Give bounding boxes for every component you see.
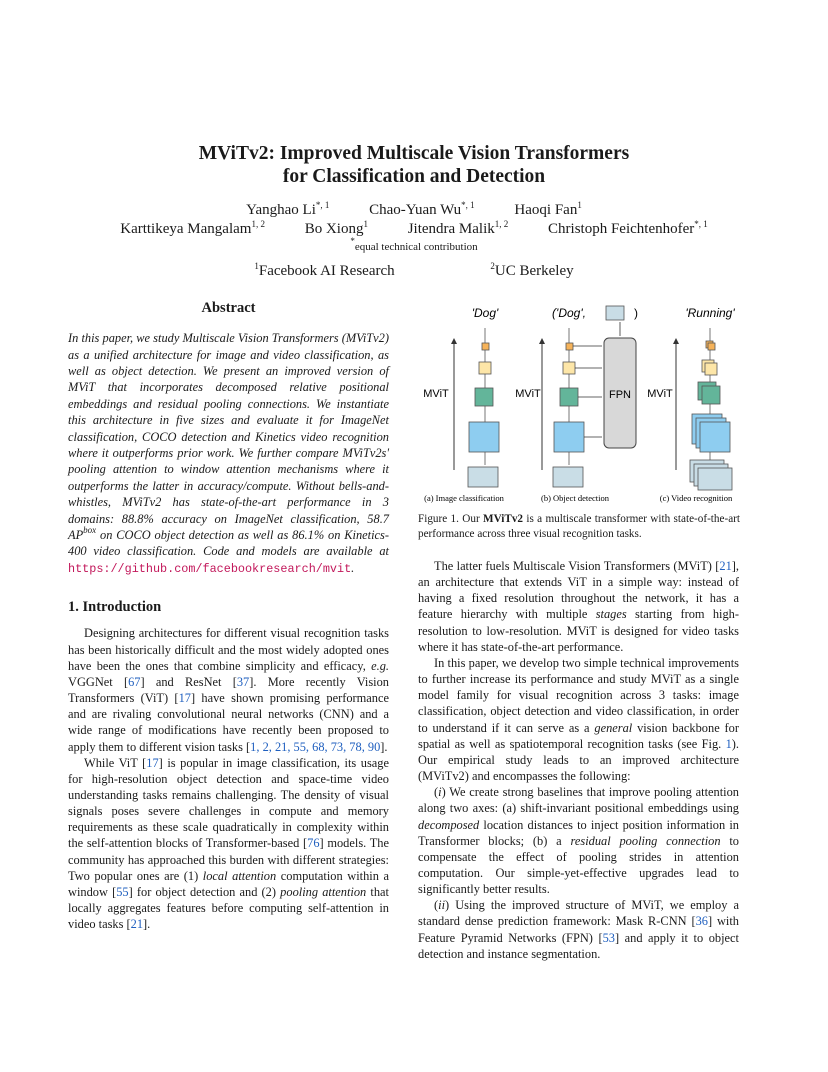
input-image-icon xyxy=(468,467,498,487)
citation[interactable]: 17 xyxy=(178,691,191,706)
citation[interactable]: 37 xyxy=(236,674,250,689)
output-label-dog: 'Dog' xyxy=(471,306,499,320)
subcaption-b: (b) Object detection xyxy=(541,493,609,503)
right-paragraph-4: (ii) Using the improved structure of MViT, we employ a standard dense prediction framework: Mask R-CNN [36] with Feature Pyramid Networks (FPN) [53] and apply it to object detection and instance segmentation. xyxy=(418,898,739,961)
figure-diagram xyxy=(414,300,744,510)
input-image-icon xyxy=(553,467,583,487)
authors-row-2 xyxy=(0,220,828,238)
stage-block xyxy=(708,343,715,350)
mvit-label: MViT xyxy=(515,388,541,400)
citation[interactable]: 36 xyxy=(695,914,708,929)
author: Christoph Feichtenhofer$^{*, 1}$ xyxy=(548,219,708,237)
figure-reference[interactable]: 1 xyxy=(725,736,732,751)
affiliation: $^2$UC Berkeley xyxy=(490,261,574,279)
stage-block xyxy=(479,362,491,374)
figure-caption: Figure 1. Our MViTv2 is a multiscale transformer with state-of-the-art performance across three visual recognition tasks. xyxy=(418,513,741,540)
author: Jitendra Malik$^{1, 2}$ xyxy=(407,219,509,237)
citation[interactable]: 67 xyxy=(128,674,141,689)
intro-paragraph-2: While ViT [17] is popular in image classification, its usage for high-resolution object detection and space-time video understanding tasks remains challenging. The density of visual signals poses severe challenges in compute and memory requirements as these scale quadratically in complexity within the self-attention blocks of Transformer-based [76] models. The community has approached this burden with different strategies: Two popular ones are (1) local attention computation within a window [55] for object detection and (2) pooling attention that locally aggregates features before computing self-attention in video tasks [21]. xyxy=(68,755,389,932)
mvit-label: MViT xyxy=(423,388,449,400)
arrow-head-icon xyxy=(451,338,457,344)
citation[interactable]: 21 xyxy=(130,917,144,932)
author: Haoqi Fan$^1$ xyxy=(514,200,582,218)
arrow-head-icon xyxy=(539,338,545,344)
stage-block xyxy=(554,422,584,452)
stage-block xyxy=(566,343,573,350)
authors-row-1 xyxy=(0,201,828,219)
stage-block xyxy=(469,422,499,452)
citation[interactable]: 53 xyxy=(602,930,615,945)
detected-box-thumbnail-icon xyxy=(606,306,624,320)
right-column xyxy=(418,558,739,962)
code-link[interactable]: https://github.com/facebookresearch/mvit xyxy=(68,561,352,576)
stage-block xyxy=(702,386,720,404)
citation[interactable]: 76 xyxy=(307,836,320,851)
affiliation: $^1$Facebook AI Research xyxy=(254,261,395,279)
abstract-text: In this paper, we study Multiscale Vision Transformers (MViTv2) as a unified architecture for image and video classification, as well as object detection. We present an improved version of MViT that incorporates decomposed relative positional embeddings and residual pooling connections. We instantiate this architecture in five sizes and evaluate it for ImageNet classification, COCO detection and Kinetics video recognition where it outperforms prior work. We further compare MViTv2s' pooling attention to window attention mechanisms where it outperforms the latter in accuracy/compute. Without bells-and-whistles, MViTv2 has state-of-the-art performance in 3 domains: 88.8% accuracy on ImageNet classification, 58.7 $AP^{box}$ on COCO object detection as well as 86.1% on Kinetics-400 video classification. Code and models are available at https://github.com/facebookresearch/mvit. xyxy=(68,331,389,576)
paper-title xyxy=(0,142,828,188)
author: Bo Xiong$^1$ xyxy=(304,219,368,237)
mvit-label: MViT xyxy=(647,388,673,400)
subcaption-a: (a) Image classification xyxy=(424,493,504,503)
figure-1 xyxy=(414,300,744,510)
author: Chao-Yuan $Wu^{*, 1}$ xyxy=(369,200,475,218)
affiliations xyxy=(0,263,828,280)
arrow-head-icon xyxy=(673,338,679,344)
stage-block xyxy=(560,388,578,406)
output-label-running: 'Running' xyxy=(685,306,735,320)
citation[interactable]: 55 xyxy=(116,884,129,899)
citation[interactable]: 21 xyxy=(719,559,732,573)
subcaption-c: (c) Video recognition xyxy=(659,493,733,503)
title-line-1: MViTv2: Improved Multiscale Vision Transformers xyxy=(198,143,630,164)
output-label-close: ) xyxy=(634,306,638,320)
title-line-2: for Classification and Detection xyxy=(282,166,546,187)
right-paragraph-1: The latter fuels Multiscale Vision Transformers (MViT) [21], an architecture that extends ViT in a simple way: instead of having a fixed resolution throughout the network, it has a feature hierarchy with multiple stages starting from high-resolution to low-resolution. MViT is designed for video tasks where it has state-of-the-art performance. xyxy=(418,559,739,654)
section-heading-introduction: 1. Introduction xyxy=(68,599,162,616)
stage-block xyxy=(563,362,575,374)
author: Yanghao $Li^{*, 1}$ xyxy=(246,200,330,218)
input-video-icon xyxy=(698,468,732,490)
left-column xyxy=(68,300,389,932)
abstract-heading: Abstract xyxy=(201,300,256,316)
right-paragraph-2: In this paper, we develop two simple technical improvements to further increase its performance and study MViT as a single model family for visual recognition across 3 tasks: image classification, object detection and video classification, in order to understand if it can serve as a general vision backbone for spatial as well as spatiotemporal recognition tasks (see Fig. 1). Our empirical study leads to an improved architecture (MViTv2) and encompasses the following: xyxy=(418,655,739,784)
fpn-label: FPN xyxy=(609,389,631,401)
output-label-dog-box: ('Dog', xyxy=(552,306,586,320)
equal-contribution-note: *equal technical contribution xyxy=(350,236,478,253)
citation[interactable]: 1, 2, 21, 55, 68, 73, 78, 90 xyxy=(250,739,381,754)
stage-block xyxy=(705,363,717,375)
stage-block xyxy=(475,388,493,406)
intro-paragraph-1: Designing architectures for different visual recognition tasks has been historically difficult and the most widely adopted ones have been the ones that combine simplicity and efficacy, e.g. VGGNet [67] and ResNet [37]. More recently Vision Transformers (ViT) [17] have shown promising performance and are rivaling convolutional neural networks (CNN) and a wide range of modifications have recently been proposed to apply them to different vision tasks [1, 2, 21, 55, 68, 73, 78, 90]. xyxy=(68,626,389,754)
stage-block xyxy=(700,422,730,452)
stage-block xyxy=(482,343,489,350)
citation[interactable]: 17 xyxy=(146,755,159,770)
right-paragraph-3: (i) We create strong baselines that improve pooling attention along two axes: (a) shift-invariant positional embeddings using decomposed location distances to inject position information in Transformer blocks; (b) a residual pooling connection to compensate the effect of pooling strides in attention computation. Our simple-yet-effective upgrades lead to significantly better results. xyxy=(418,785,739,897)
author: Karttikeya Mangalam$^{1, 2}$ xyxy=(120,219,265,237)
